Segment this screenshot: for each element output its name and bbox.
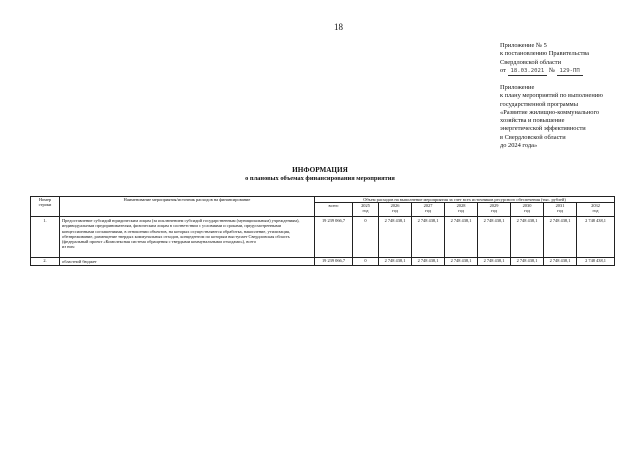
header-year: 2025 год [353, 203, 379, 217]
appendix-line: к постановлению Правительства [500, 50, 590, 58]
header-year: 2027 год [412, 203, 445, 217]
annex-line: к плану мероприятий по выполнению [500, 92, 603, 100]
row-value: 2 748 438,1 [445, 217, 478, 258]
row-name: Предоставление субсидий юридическим лицам (за исключением субсидий государственным (муниципальным) учреждениям), индивидуальным предпринимателям, физическим лицам в соответствии с условиями и сроками, предусмотренными концессионными соглашениями, в отношении объектов, на которых осуществляются обработка, накопление, утилизация, обезвреживание, размещение твердых коммунальных отходов, концедентом по которым выступает Свердловская область (федеральный проект «Комплексная система обращения с твердыми коммунальными отходами»), всего из них: [60, 217, 315, 258]
document-title: ИНФОРМАЦИЯ [292, 166, 348, 174]
row-value: 2 748 438,1 [445, 258, 478, 266]
row-value: 2 748 438,1 [412, 217, 445, 258]
number-value: 129-ПП [557, 67, 583, 76]
row-value: 2 748 438,1 [511, 217, 544, 258]
appendix-date-line [500, 67, 635, 76]
row-value: 2 748 438,1 [478, 258, 511, 266]
row-total: 19 239 066,7 [315, 217, 353, 258]
page-number: 18 [334, 22, 343, 32]
table-row [31, 217, 615, 258]
appendix-title: Приложение № 5 [500, 42, 547, 49]
financing-table [30, 196, 615, 266]
row-value: 2 748 438,1 [379, 258, 412, 266]
annex-line: энергетической эффективности [500, 125, 586, 133]
date-prefix: от [500, 66, 506, 74]
row-value: 0 [353, 258, 379, 266]
row-value: 2 748 438,1 [577, 258, 615, 266]
header-year: 2026 год [379, 203, 412, 217]
row-value: 2 748 438,1 [544, 217, 577, 258]
header-volume: Объем расходов на выполнение мероприятия за счет всех источников ресурсного обеспечения (тыс. рублей) [315, 197, 615, 203]
header-year: 2032 год [577, 203, 615, 217]
annex-line: государственной программы [500, 100, 578, 108]
annex-block [500, 84, 635, 150]
date-value: 18.03.2021 [508, 67, 548, 76]
row-value: 2 748 438,1 [544, 258, 577, 266]
annex-line: «Развитие жилищно-коммунального [500, 108, 600, 116]
row-value: 2 748 438,1 [379, 217, 412, 258]
annex-line: хозяйства и повышение [500, 117, 565, 125]
annex-line: до 2024 года» [500, 142, 538, 150]
appendix-block [500, 42, 635, 76]
annex-line: в Свердловской области [500, 133, 566, 141]
row-number: 2. [31, 258, 60, 266]
row-value: 2 748 438,1 [511, 258, 544, 266]
row-value: 2 748 438,1 [478, 217, 511, 258]
annex-line: Приложение [500, 84, 535, 91]
header-total: всего [315, 203, 353, 217]
header-row-number: Номер строки [31, 197, 60, 217]
row-number: 1. [31, 217, 60, 258]
row-value: 2 748 438,1 [412, 258, 445, 266]
header-year: 2028 год [445, 203, 478, 217]
header-year: 2030 год [511, 203, 544, 217]
header-year: 2031 год [544, 203, 577, 217]
header-year: 2029 год [478, 203, 511, 217]
table-row [31, 258, 615, 266]
appendix-line: Свердловской области [500, 58, 561, 66]
header-name: Наименование мероприятия/источник расходов на финансирование [60, 197, 315, 217]
row-value: 2 748 438,1 [577, 217, 615, 258]
row-name: областной бюджет [60, 258, 315, 266]
document-subtitle: о плановых объемах финансирования мероприятия [245, 175, 395, 182]
row-value: 0 [353, 217, 379, 258]
number-prefix: № [548, 66, 555, 74]
row-total: 19 239 066,7 [315, 258, 353, 266]
